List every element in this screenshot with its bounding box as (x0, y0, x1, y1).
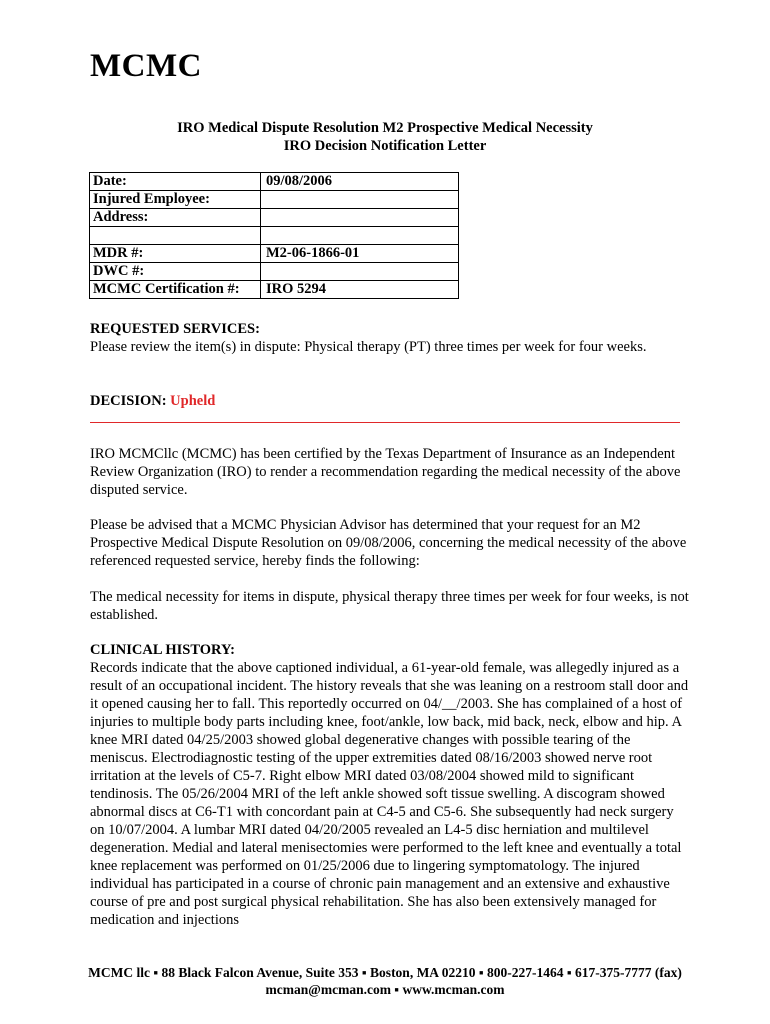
clinical-history-text: Records indicate that the above captioned individual, a 61-year-old female, was allegedly injured as a result of an occupational incident. The history reveals that she was leaning on a restroom stall door and it opened causing her to fall. This reportedly occurred on 04/__/2003. She has complained of a host of injuries to multiple body parts including knee, foot/ankle, low back, mid back, neck, elbow and hip. A knee MRI dated 04/25/2003 showed global degenerative changes with possible tearing of the meniscus. Electrodiagnostic testing of the upper extremities dated 08/16/2003 showed nerve root irritation at the levels of C5-7. Right elbow MRI dated 03/08/2004 showed mild to significant tendinosis. The 05/26/2004 MRI of the left ankle showed soft tissue swelling. A discogram showed abnormal discs at C6-T1 with concordant pain at C4-5 and C5-6. She subsequently had neck surgery on 10/07/2004. A lumbar MRI dated 04/20/2005 revealed an L4-5 disc herniation and multilevel degeneration. Medial and lateral menisectomies were performed to the left knee and eventually a total knee replacement was performed on 01/25/2006 due to lingering symptomatology. The injured individual has participated in a course of chronic pain management and an extensive and exhaustive course of pre and post surgical physical rehabilitation. She has also been extensively managed for medication and injections (90, 660, 689, 928)
advisor-paragraph: Please be advised that a MCMC Physician Advisor has determined that your request for an M2 Prospective Medical Dispute Resolution on 09/08/2006, concerning the medical necessity of the above referenced requested service, hereby finds the following: (90, 517, 687, 569)
certification-paragraph: IRO MCMCllc (MCMC) has been certified by the Texas Department of Insurance as an Independent Review Organization (IRO) to render a recommendation regarding the medical necessity of the above disputed service. (90, 446, 681, 498)
table-row (90, 281, 459, 299)
decision-label: DECISION: (90, 393, 167, 409)
blank-cell (90, 227, 261, 245)
requested-services-section (90, 320, 690, 356)
mdr-label: MDR #: (90, 245, 261, 263)
table-row (90, 209, 459, 227)
injured-employee-label: Injured Employee: (90, 191, 261, 209)
case-info-table (89, 172, 459, 299)
dwc-value (261, 263, 459, 281)
requested-services-text: Please review the item(s) in dispute: Physical therapy (PT) three times per week for four weeks. (90, 339, 647, 355)
clinical-history-heading: CLINICAL HISTORY: (90, 642, 235, 658)
address-label: Address: (90, 209, 261, 227)
certification-value: IRO 5294 (261, 281, 459, 299)
date-value: 09/08/2006 (261, 173, 459, 191)
document-subtitle: IRO Decision Notification Letter (283, 138, 487, 154)
table-row (90, 173, 459, 191)
address-value (261, 209, 459, 227)
date-label: Date: (90, 173, 261, 191)
table-row (90, 245, 459, 263)
document-title: IRO Medical Dispute Resolution M2 Prospective Medical Necessity (177, 120, 593, 136)
requested-services-heading: REQUESTED SERVICES: (90, 321, 260, 337)
decision-section (90, 392, 690, 410)
table-row (90, 227, 459, 245)
decision-value: Upheld (170, 393, 216, 409)
table-row (90, 263, 459, 281)
certification-label: MCMC Certification #: (90, 281, 261, 299)
blank-cell (261, 227, 459, 245)
decision-divider (90, 422, 680, 423)
mdr-value: M2-06-1866-01 (261, 245, 459, 263)
injured-employee-value (261, 191, 459, 209)
dwc-label: DWC #: (90, 263, 261, 281)
company-logo: MCMC (90, 48, 202, 84)
finding-paragraph: The medical necessity for items in dispute, physical therapy three times per week for four weeks, is not established. (90, 589, 689, 623)
footer-address: MCMC llc ▪ 88 Black Falcon Avenue, Suite 353 ▪ Boston, MA 02210 ▪ 800-227-1464 ▪ 617-375-7777 (fax) (88, 965, 682, 980)
table-row (90, 191, 459, 209)
footer-contact: mcman@mcman.com ▪ www.mcman.com (265, 982, 505, 997)
clinical-history-section (90, 641, 690, 929)
